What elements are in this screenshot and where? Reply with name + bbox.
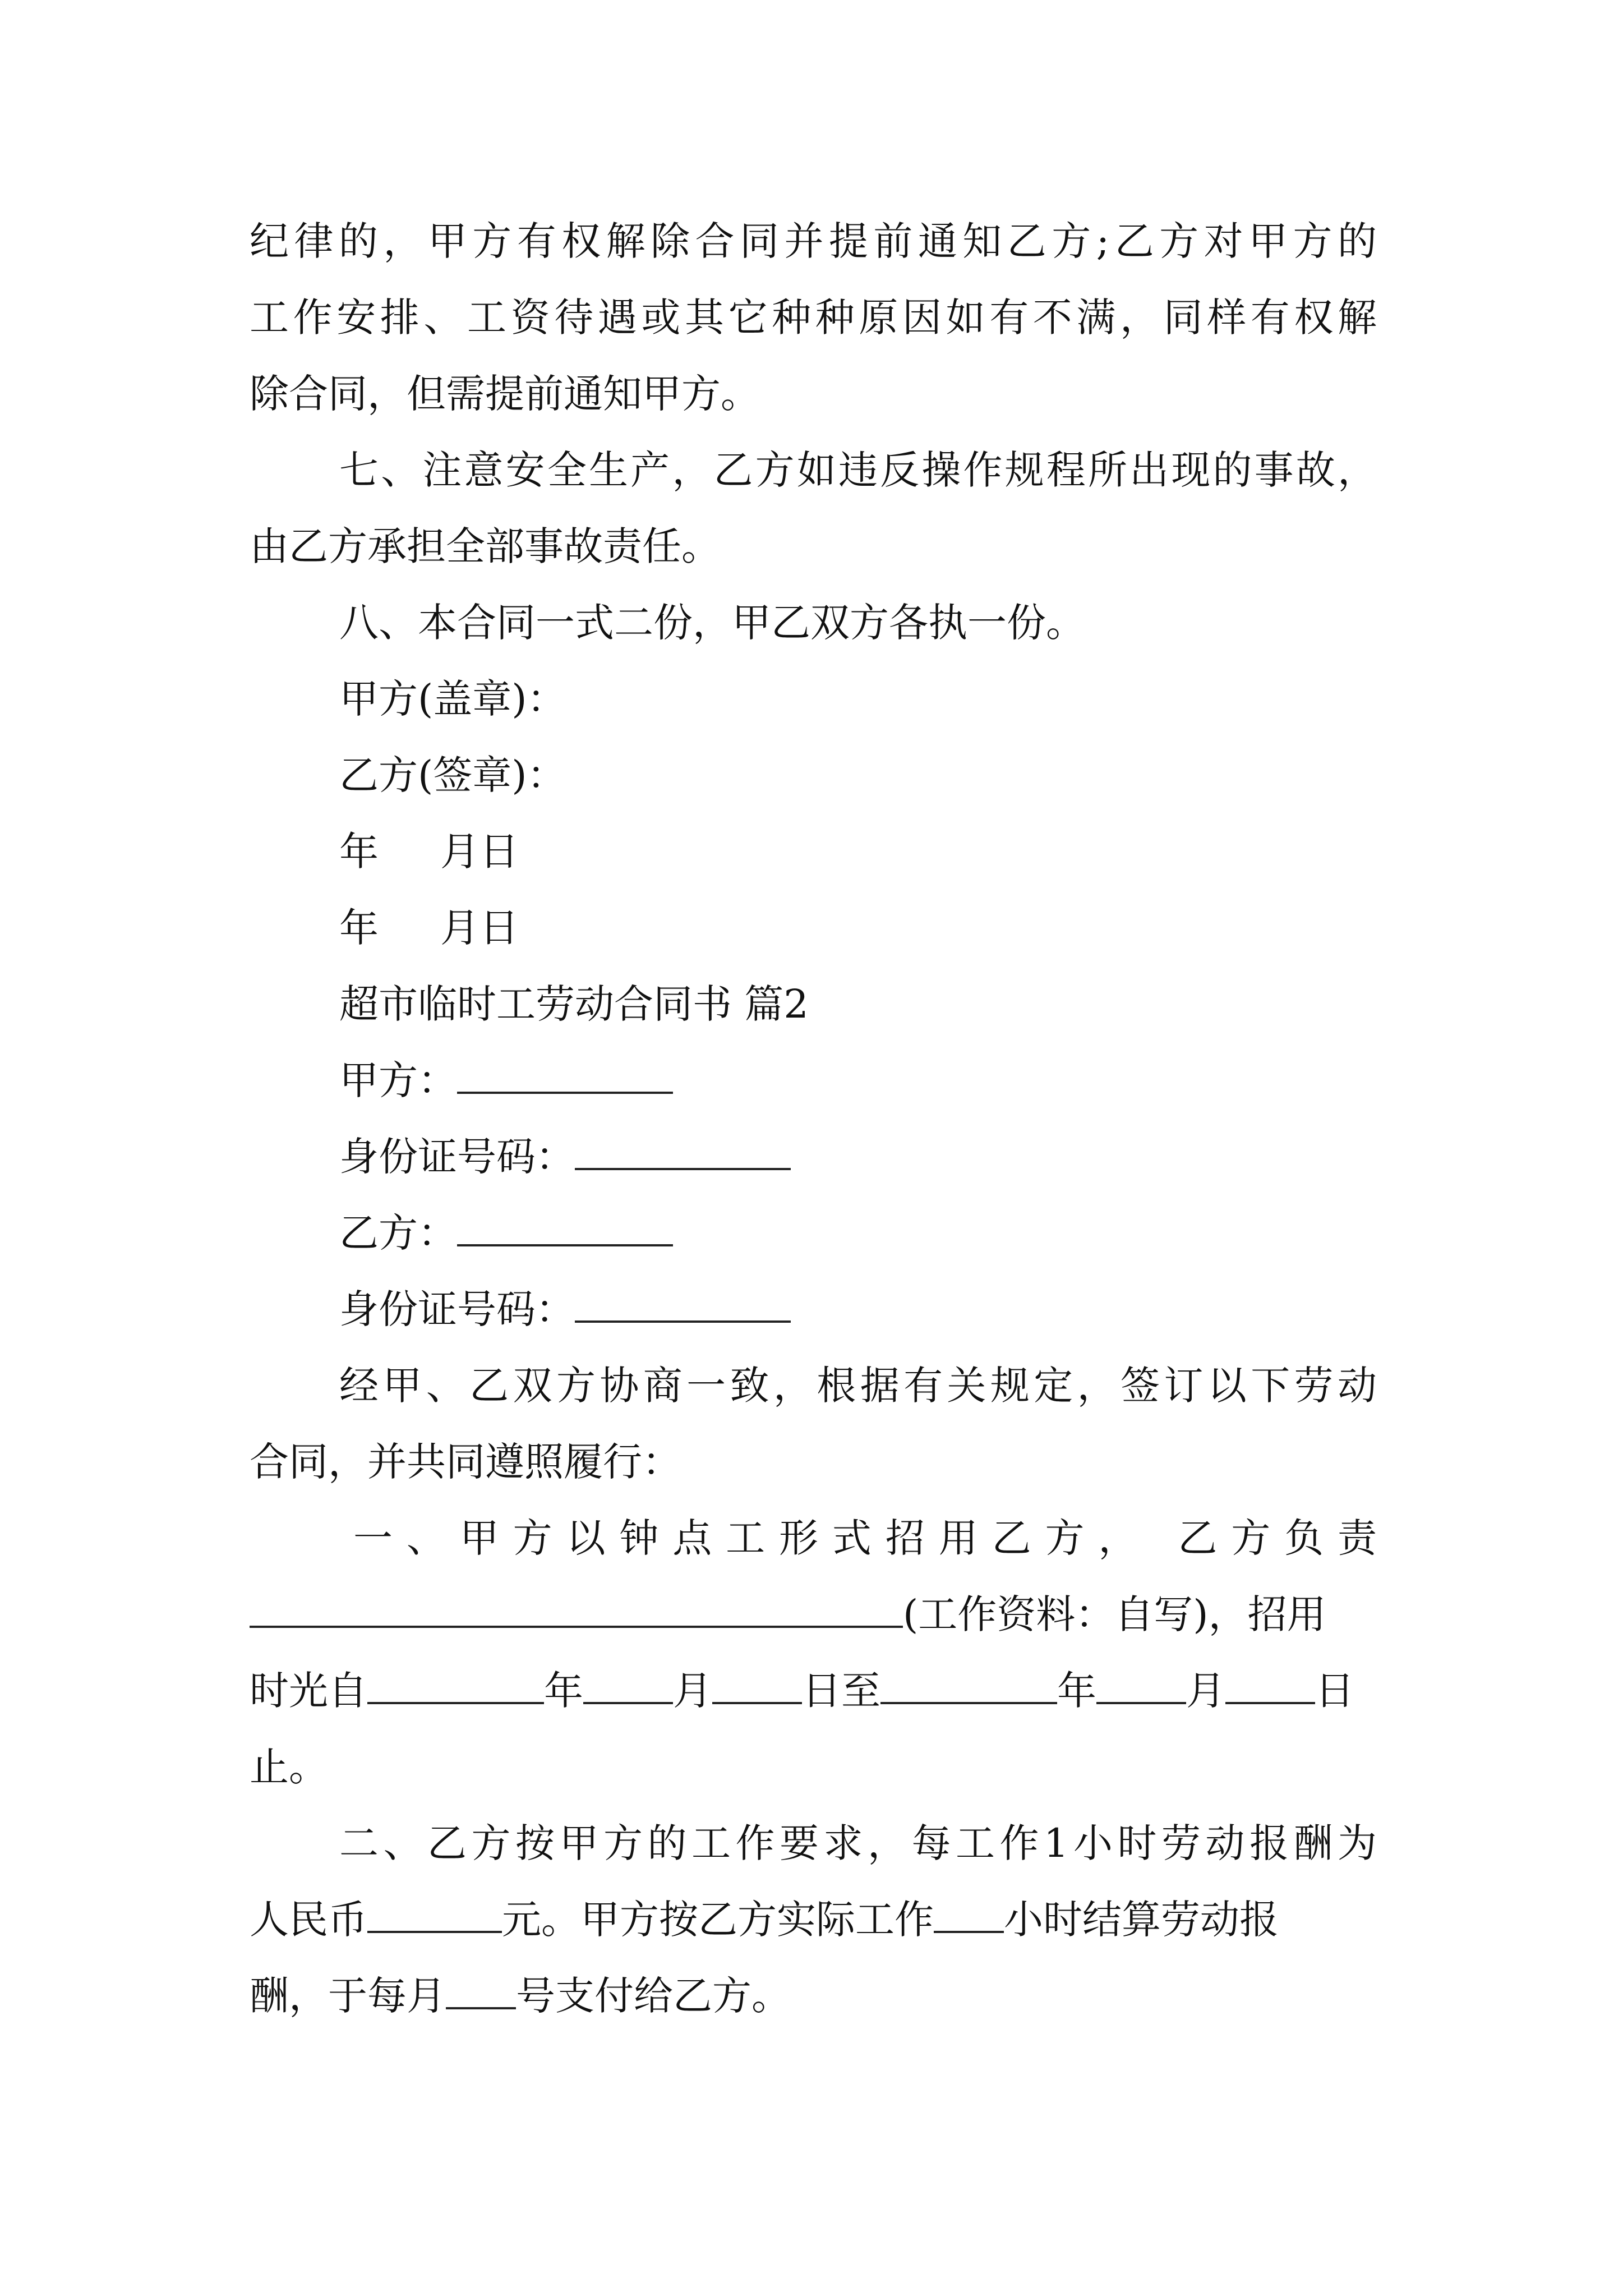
day-label: 日 bbox=[1315, 1668, 1354, 1714]
party-a-id-blank[interactable] bbox=[575, 1134, 791, 1170]
clause-one: 一、甲方以钟点工形式招用乙方， 乙方负责 bbox=[353, 1515, 1377, 1561]
paragraph-line: 纪律的，甲方有权解除合同并提前通知乙方;乙方对甲方的 bbox=[250, 218, 1377, 264]
party-a-label: 甲方： bbox=[339, 1057, 457, 1103]
pay-amount-blank[interactable] bbox=[367, 1897, 502, 1933]
month-day-label: 月日 bbox=[440, 905, 519, 951]
currency-label: 人民币 bbox=[250, 1897, 367, 1943]
hours-blank[interactable] bbox=[934, 1897, 1004, 1933]
pay-day-prefix: 酬，于每月 bbox=[250, 1973, 446, 2019]
end-month-blank[interactable] bbox=[1096, 1668, 1186, 1704]
hourly-pay-line bbox=[250, 1893, 1279, 1947]
date-line bbox=[339, 825, 519, 878]
end-year-blank[interactable] bbox=[880, 1668, 1057, 1704]
period-prefix: 时光自 bbox=[250, 1668, 367, 1714]
id-label: 身份证号码： bbox=[339, 1286, 575, 1332]
year-label: 年 bbox=[1057, 1668, 1096, 1714]
party-b-id-blank[interactable] bbox=[575, 1287, 791, 1323]
end-day-blank[interactable] bbox=[1225, 1668, 1315, 1704]
party-b-id-field bbox=[339, 1282, 791, 1336]
section-heading: 超市临时工劳动合同书 篇2 bbox=[339, 981, 809, 1027]
employment-period-line bbox=[250, 1664, 1354, 1718]
month-label: 月 bbox=[673, 1668, 712, 1714]
clause-seven: 七、注意安全生产，乙方如违反操作规程所出现的事故， bbox=[339, 447, 1377, 493]
year-label: 年 bbox=[544, 1668, 583, 1714]
day-to-label: 日至 bbox=[802, 1668, 880, 1714]
id-label: 身份证号码： bbox=[339, 1134, 575, 1180]
date-line bbox=[339, 901, 519, 955]
pay-day-suffix: 号支付给乙方。 bbox=[516, 1973, 791, 2019]
clause-two: 二、乙方按甲方的工作要求，每工作1小时劳动报酬为 bbox=[339, 1820, 1377, 1866]
paragraph-line: 止。 bbox=[250, 1744, 328, 1790]
paragraph-line: 工作安排、工资待遇或其它种种原因如有不满，同样有权解 bbox=[250, 295, 1377, 341]
start-month-blank[interactable] bbox=[583, 1668, 673, 1704]
pay-suffix-text: 小时结算劳动报 bbox=[1004, 1897, 1279, 1943]
pay-mid-text: 元。甲方按乙方实际工作 bbox=[502, 1897, 934, 1943]
party-b-label: 乙方： bbox=[339, 1210, 457, 1256]
job-description-blank[interactable] bbox=[250, 1592, 903, 1628]
pay-day-line bbox=[250, 1969, 791, 2023]
year-label: 年 bbox=[339, 905, 379, 951]
party-a-seal-label: 甲方(盖章)： bbox=[339, 676, 566, 722]
month-day-label: 月日 bbox=[440, 829, 519, 875]
paragraph-line: 由乙方承担全部事故责任。 bbox=[250, 523, 721, 569]
pay-day-blank[interactable] bbox=[446, 1973, 516, 2009]
job-description-line bbox=[250, 1588, 1326, 1641]
paragraph-line: 除合同，但需提前通知甲方。 bbox=[250, 371, 760, 417]
clause-eight: 八、本合同一式二份，甲乙双方各执一份。 bbox=[339, 600, 1085, 646]
party-a-blank[interactable] bbox=[457, 1058, 673, 1094]
party-b-sign-label: 乙方(签章)： bbox=[339, 752, 566, 798]
party-a-field bbox=[339, 1053, 673, 1107]
party-b-field bbox=[339, 1206, 673, 1260]
party-b-blank[interactable] bbox=[457, 1211, 673, 1246]
start-day-blank[interactable] bbox=[712, 1668, 802, 1704]
party-a-id-field bbox=[339, 1130, 791, 1184]
agreement-intro: 经甲、乙双方协商一致，根据有关规定，签订以下劳动 bbox=[339, 1363, 1377, 1409]
year-label: 年 bbox=[339, 829, 379, 875]
paragraph-line: 合同，并共同遵照履行： bbox=[250, 1439, 681, 1485]
month-label: 月 bbox=[1186, 1668, 1225, 1714]
start-year-blank[interactable] bbox=[367, 1668, 544, 1704]
job-description-note: (工作资料：自写)，招用 bbox=[903, 1591, 1326, 1637]
